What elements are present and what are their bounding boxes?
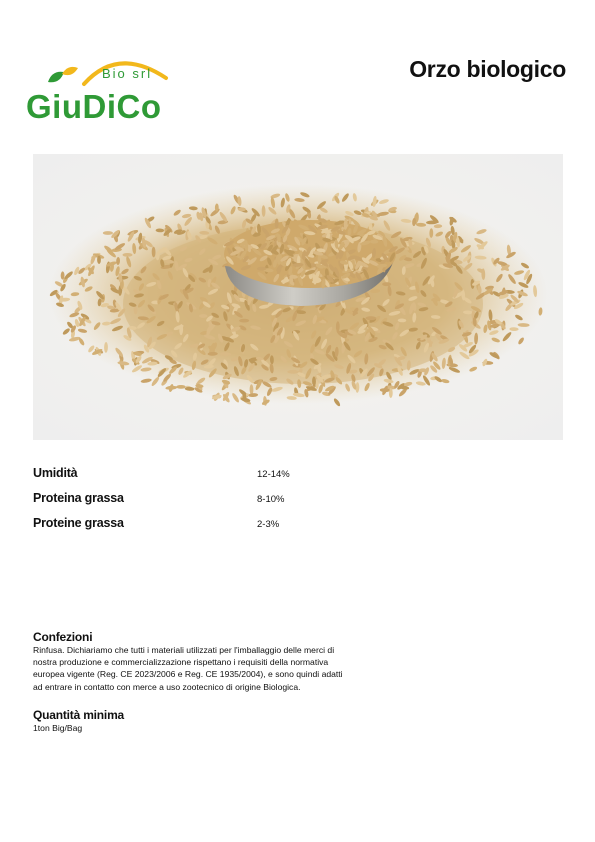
quantita-section (33, 708, 343, 734)
giudico-logo (26, 52, 196, 124)
logo-small-text: Bio srl (102, 66, 153, 81)
barley-photo (33, 154, 563, 440)
spec-value: 2-3% (257, 519, 280, 530)
specs-table (33, 466, 433, 541)
logo-leaf-icon (48, 72, 64, 83)
section-text: Rinfusa. Dichiariamo che tutti i materiali utilizzati per l'imballaggio delle merci di nostra produzione e commercializzazione rispettano i requisiti della normativa europea vigente (Reg. CE 2023/2006 e Reg. CE 1935/2004), e sono quindi adatti ad entrare in contatto con merce a uso zootecnico di origine Biologica. (33, 645, 343, 692)
spec-value: 12-14% (257, 469, 290, 480)
confezioni-section (33, 630, 343, 693)
spec-row (33, 466, 433, 491)
spec-label: Proteine grassa (33, 516, 124, 530)
logo-main-text: GiuDiCo (26, 88, 162, 124)
section-title: Quantità minima (33, 708, 125, 722)
logo-leaf-icon (62, 67, 78, 75)
section-text: 1ton Big/Bag (33, 723, 83, 733)
page-title: Orzo biologico (409, 56, 566, 82)
spec-row (33, 516, 433, 541)
spec-label: Proteina grassa (33, 491, 124, 505)
spec-row (33, 491, 433, 516)
section-title: Confezioni (33, 630, 93, 644)
spec-label: Umidità (33, 466, 78, 480)
spec-value: 8-10% (257, 494, 285, 505)
